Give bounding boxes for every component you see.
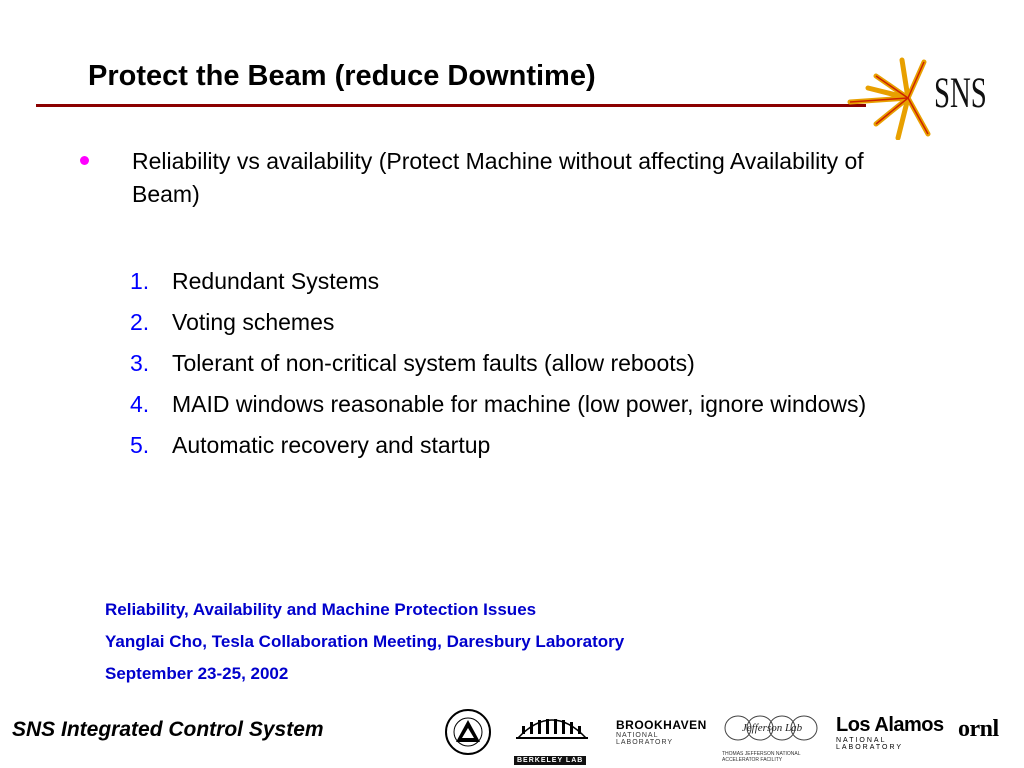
- berkeley-building-icon: [512, 704, 592, 744]
- los-alamos-name: Los Alamos: [836, 714, 944, 736]
- numbered-list: [130, 265, 930, 470]
- brookhaven-subtitle: NATIONAL LABORATORY: [616, 732, 674, 746]
- brookhaven-name: BROOKHAVEN: [616, 718, 707, 732]
- list-text: MAID windows reasonable for machine (low power, ignore windows): [172, 391, 867, 417]
- list-item: [130, 265, 930, 298]
- list-number: 4.: [130, 391, 150, 417]
- brookhaven-logo: [616, 718, 712, 746]
- list-item: [130, 429, 930, 462]
- list-number: 1.: [130, 268, 150, 294]
- list-number: 3.: [130, 350, 150, 376]
- jefferson-lab-emblem-icon: [722, 710, 822, 746]
- footer-title: SNS Integrated Control System: [12, 718, 324, 741]
- berkeley-lab-name: BERKELEY LAB: [514, 756, 586, 765]
- sns-logo: [846, 52, 996, 140]
- list-text: Automatic recovery and startup: [172, 432, 491, 458]
- berkeley-lab-logo: [512, 704, 592, 764]
- slide-title: Protect the Beam (reduce Downtime): [88, 60, 596, 92]
- argonne-seal-logo: [444, 704, 492, 758]
- jefferson-lab-subtitle: THOMAS JEFFERSON NATIONAL ACCELERATOR FACILITY: [722, 751, 801, 763]
- bullet-icon: [80, 156, 89, 165]
- los-alamos-subtitle: NATIONAL LABORATORY: [836, 737, 904, 751]
- credits-line-author: Yanglai Cho, Tesla Collaboration Meeting, Daresbury Laboratory: [105, 632, 625, 651]
- los-alamos-logo: [836, 714, 946, 751]
- list-text: Voting schemes: [172, 309, 335, 335]
- list-item: [130, 306, 930, 339]
- jefferson-lab-logo: [722, 710, 822, 763]
- list-text: Tolerant of non-critical system faults (allow reboots): [172, 350, 695, 376]
- credits-line-date: September 23-25, 2002: [105, 664, 289, 683]
- list-number: 2.: [130, 309, 150, 335]
- credits-block: [105, 594, 624, 690]
- list-number: 5.: [130, 432, 150, 458]
- list-item: [130, 347, 930, 380]
- jefferson-lab-name: Jefferson Lab: [741, 722, 803, 734]
- list-text: Redundant Systems: [172, 268, 380, 294]
- title-rule: [36, 104, 866, 107]
- ornl-logo: ornl: [958, 716, 999, 742]
- list-item: [130, 388, 930, 421]
- sns-logo-text: SNS: [934, 68, 987, 117]
- bullet-text: Reliability vs availability (Protect Machine without affecting Availability of Beam): [132, 148, 864, 207]
- partner-logos: [420, 698, 1020, 762]
- credits-line-topic: Reliability, Availability and Machine Protection Issues: [105, 600, 537, 619]
